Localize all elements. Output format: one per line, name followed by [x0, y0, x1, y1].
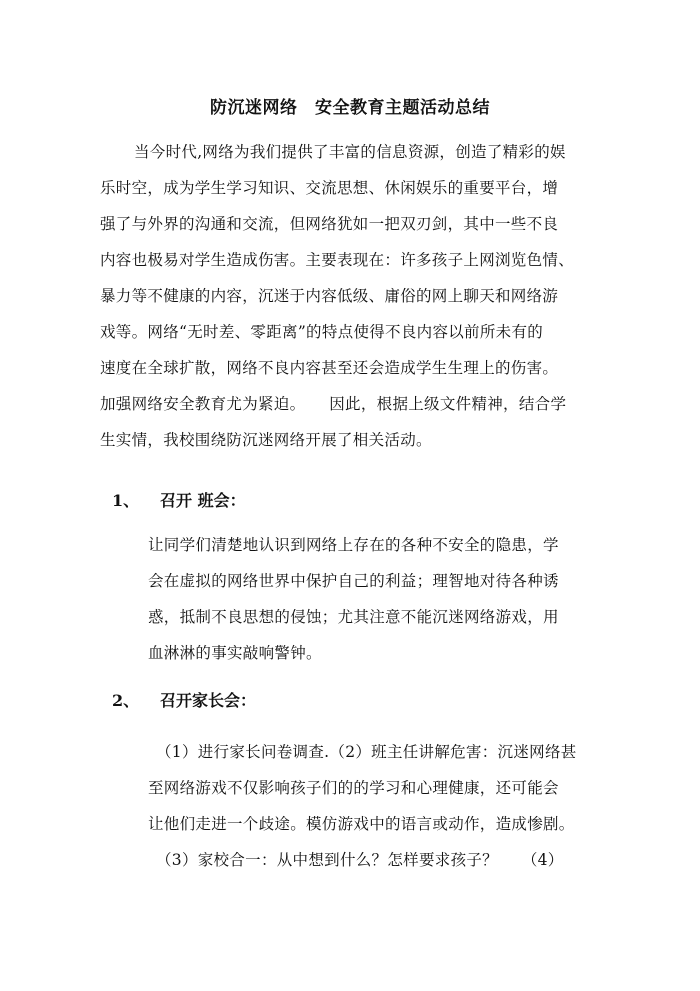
section-number: 2、 [112, 691, 140, 710]
paragraph-line: 加强网络安全教育尤为紧迫。 因此，根据上级文件精神，结合学 [100, 395, 567, 413]
paragraph-line: （1）进行家长问卷调查.（2）班主任讲解危害：沉迷网络甚 [156, 743, 577, 761]
paragraph-line: 当今时代,网络为我们提供了丰富的信息资源，创造了精彩的娱 [134, 143, 566, 161]
paragraph-line: 生实情，我校围绕防沉迷网络开展了相关活动。 [100, 431, 432, 449]
section-1-heading [112, 488, 412, 512]
paragraph-line: 戏等。网络“无时差、零距离”的特点使得不良内容以前所未有的 [100, 323, 544, 341]
paragraph-line: 乐时空，成为学生学习知识、交流思想、休闲娱乐的重要平台，增 [100, 179, 559, 197]
paragraph-line: 让同学们清楚地认识到网络上存在的各种不安全的隐患，学 [148, 536, 559, 554]
intro-paragraph [100, 140, 620, 470]
section-heading-label: 召开 班会： [160, 491, 246, 510]
paragraph-line: 让他们走进一个歧途。模仿游戏中的语言或动作，造成惨剧。 [148, 815, 575, 833]
section-1-body [148, 533, 618, 663]
paragraph-line: 速度在全球扩散，网络不良内容甚至还会造成学生生理上的伤害。 [100, 359, 559, 377]
section-2-body [148, 740, 618, 870]
section-heading-label: 召开家长会： [160, 691, 257, 710]
section-number: 1、 [112, 491, 140, 510]
paragraph-line: 血淋淋的事实敲响警钟。 [148, 644, 322, 662]
paragraph-line: 暴力等不健康的内容，沉迷于内容低级、庸俗的网上聊天和网络游 [100, 287, 559, 305]
paragraph-line: 内容也极易对学生造成伤害。主要表现在：许多孩子上网浏览色情、 [100, 251, 575, 269]
paragraph-line: 会在虚拟的网络世界中保护自己的利益；理智地对待各种诱 [148, 572, 559, 590]
paragraph-line: 强了与外界的沟通和交流，但网络犹如一把双刃剑，其中一些不良 [100, 215, 559, 233]
document-title: 防沉迷网络 安全教育主题活动总结 [210, 98, 490, 118]
paragraph-line: 至网络游戏不仅影响孩子们的的学习和心理健康，还可能会 [148, 779, 559, 797]
paragraph-line: （3）家校合一：从中想到什么？怎样要求孩子？ （4） [156, 851, 564, 869]
section-2-heading [112, 688, 412, 712]
paragraph-line: 惑，抵制不良思想的侵蚀；尤其注意不能沉迷网络游戏，用 [148, 608, 559, 626]
